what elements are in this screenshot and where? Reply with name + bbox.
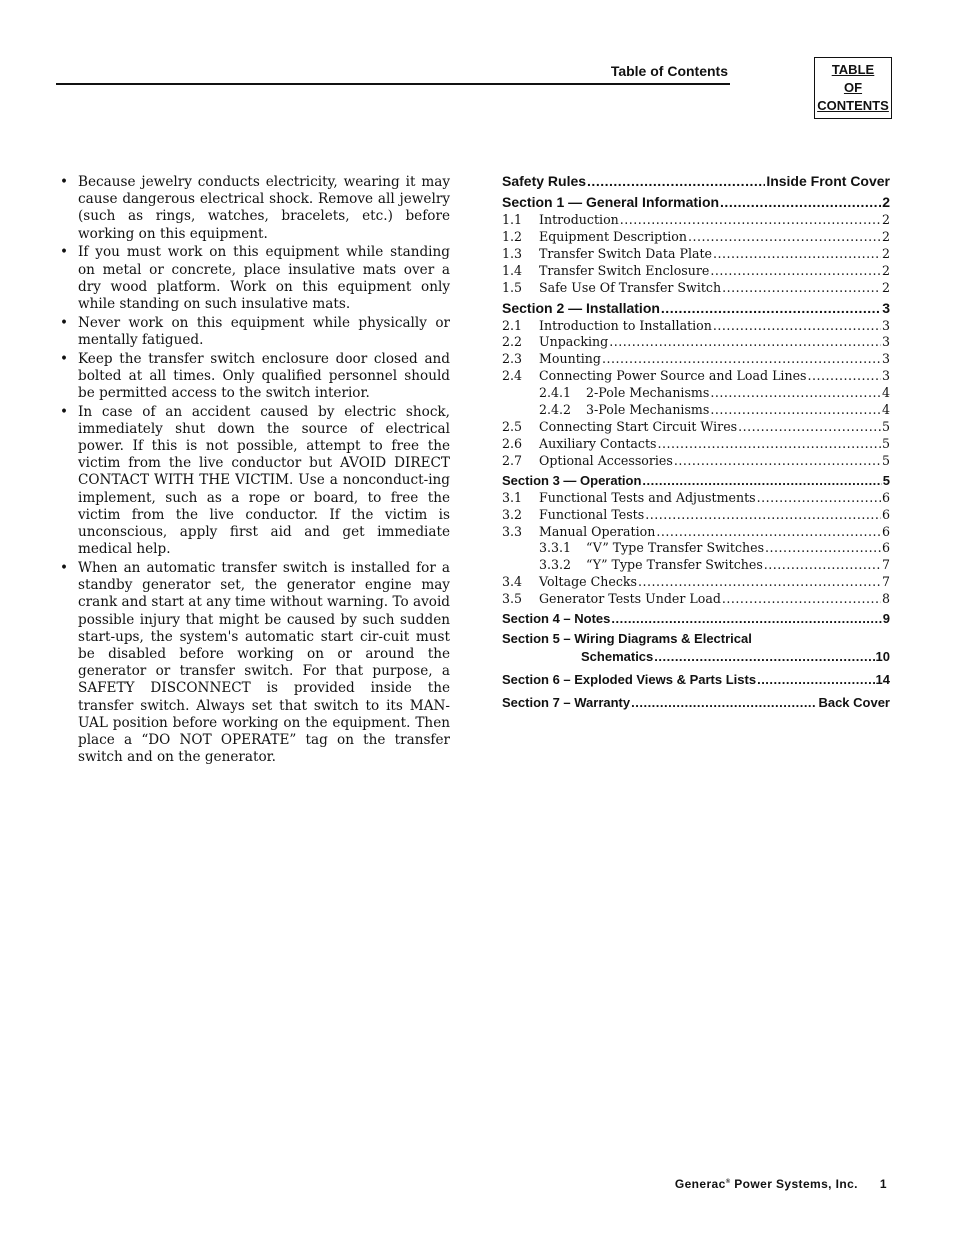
toc-number: 1.3 [502,245,523,261]
toc-number: 3.1 [502,489,523,505]
toc-label: Equipment Description [539,228,687,244]
toc-page: 3 [881,351,890,367]
toc-label: Functional Tests [539,506,645,522]
toc-entry[interactable] [502,351,890,368]
toc-entry[interactable] [502,280,890,297]
toc-number: 2.4.1 [539,385,572,401]
toc-entry[interactable] [502,402,890,419]
toc-leader [609,334,881,351]
toc-page: 2 [881,262,890,278]
toc-page: 2 [881,228,890,244]
toc-leader [631,694,817,712]
toc-page: 5 [881,452,890,468]
toc-entry[interactable] [502,263,890,280]
toc-number: 1.5 [502,279,523,295]
footer-company: Generac [674,1177,726,1191]
toc-leader [764,557,881,574]
toc-page: 4 [881,402,890,418]
toc-page: 2 [881,279,890,295]
safety-rules-list [58,174,450,768]
toc-entry-section-1[interactable] [502,193,890,212]
toc-number: 3.3 [502,523,523,539]
toc-page: 2 [881,245,890,261]
toc-entry[interactable] [502,524,890,541]
toc-leader [710,263,881,280]
toc-entry[interactable] [502,419,890,436]
toc-number: 3.3.1 [539,540,572,556]
toc-entry[interactable] [502,212,890,229]
toc-page: 14 [875,672,890,688]
toc-label: “V” Type Transfer Switches [586,540,765,556]
toc-entry-section-6[interactable] [502,671,890,689]
safety-bullet: • In case of an accident caused by electric shock, immediately shut down the source of electrical power. If this is not possible, attempt to free the victim from the live conductor but AVOID DIRECT CONTACT WITH THE VICTIM. Use a nonconduct-ing implement, such as a rope or board, to free the victim from the live conductor. If the victim is unconscious, apply first aid and get immediate medical help. [58,404,450,559]
toc-leader [654,648,874,666]
toc-number: 2.3 [502,351,523,367]
toc-page: 5 [881,418,890,434]
footer-company-rest: Power Systems, Inc. [730,1177,858,1191]
toc-leader [688,229,881,246]
toc-leader [720,193,881,212]
toc-number: 2.7 [502,452,523,468]
toc-number: 2.6 [502,435,523,451]
toc-number: 3.2 [502,506,523,522]
toc-leader [602,351,881,368]
toc-label: Section 2 — Installation [502,299,660,316]
toc-leader [713,318,881,335]
safety-bullet: • When an automatic transfer switch is installed for a standby generator set, the generator engine may crank and start at any time without warning. To avoid possible injury that might be caused by such sudden start-ups, the system's automatic start cir-cuit must be disabled before working on or around the generator or transfer switch. For that purpose, a SAFETY DISCONNECT is provided inside the transfer switch. Always set that switch to its MAN-UAL position before working on the equipment. Then place a “DO NOT OPERATE” tag on the transfer switch and on the generator. [58,560,450,766]
page-number: 1 [879,1177,887,1191]
toc-tab [814,57,892,119]
toc-entry[interactable] [502,385,890,402]
toc-leader [722,591,881,608]
toc-page: 3 [881,368,890,384]
table-of-contents [502,172,890,712]
toc-entry[interactable] [502,540,890,557]
toc-page: 3 [881,317,890,333]
toc-leader [710,385,881,402]
toc-label: “Y” Type Transfer Switches [586,557,763,573]
toc-number: 2.1 [502,317,523,333]
toc-tab-line: CONTENTS [817,98,889,113]
toc-label: Connecting Start Circuit Wires [539,418,738,434]
toc-label: Section 3 — Operation [502,472,642,488]
safety-bullet: • If you must work on this equipment while standing on metal or concrete, place insulative mats over a dry wood platform. Work on this equipment only while standing on such insulative mats. [58,244,450,313]
toc-page: 6 [881,540,890,556]
toc-page: Back Cover [818,695,890,711]
toc-page: 4 [881,385,890,401]
toc-label: Transfer Switch Data Plate [539,245,713,261]
toc-entry-section-4[interactable] [502,610,890,628]
toc-leader [713,246,881,263]
toc-entry[interactable] [502,574,890,591]
toc-label: Transfer Switch Enclosure [539,262,710,278]
toc-page: 3 [881,334,890,350]
toc-label: Mounting [539,351,601,367]
toc-page: 6 [881,506,890,522]
toc-label: 3-Pole Mechanisms [586,402,710,418]
page-footer [560,1177,887,1191]
safety-bullet: • Keep the transfer switch enclosure door closed and bolted at all times. Only qualified personnel should be permitted access to the switch interior. [58,351,450,403]
toc-label: Voltage Checks [539,574,637,590]
toc-leader [658,436,881,453]
toc-leader [722,280,881,297]
toc-label: Section 7 – Warranty [502,695,631,711]
toc-entry[interactable] [502,368,890,385]
toc-entry-section-7[interactable] [502,694,890,712]
toc-entry[interactable] [502,334,890,351]
toc-number: 2.4 [502,368,523,384]
toc-entry[interactable] [502,557,890,574]
toc-entry[interactable] [502,490,890,507]
toc-number: 1.4 [502,262,523,278]
toc-page: 5 [882,472,890,488]
toc-entry-section-5-cont[interactable] [502,648,890,666]
toc-page: 7 [881,557,890,573]
toc-label: Connecting Power Source and Load Lines [539,368,807,384]
toc-leader [807,368,881,385]
toc-label: Manual Operation [539,523,656,539]
toc-number: 3.4 [502,574,523,590]
toc-page: 9 [882,611,890,627]
toc-label: Functional Tests and Adjustments [539,489,756,505]
toc-label: Generator Tests Under Load [539,591,721,607]
toc-tab-line: OF [843,80,863,95]
toc-page: 6 [881,489,890,505]
toc-leader [638,574,881,591]
toc-page: 7 [881,574,890,590]
toc-leader [587,172,765,191]
toc-leader [611,610,881,628]
toc-leader [642,472,881,490]
toc-page: 2 [882,194,890,210]
toc-entry[interactable] [502,453,890,470]
toc-entry[interactable] [502,436,890,453]
toc-leader [765,540,881,557]
header-rule [56,83,730,85]
toc-label: Section 4 – Notes [502,611,611,627]
registered-mark: ® [725,1179,731,1185]
toc-number: 1.1 [502,212,523,227]
toc-label: Safe Use Of Transfer Switch [539,279,722,295]
toc-entry-section-5[interactable] [502,630,890,648]
toc-label: Unpacking [539,334,609,350]
toc-page: 6 [881,523,890,539]
toc-entry[interactable] [502,246,890,263]
toc-leader [757,490,881,507]
toc-label: Section 6 – Exploded Views & Parts Lists [502,672,757,688]
toc-tab-line: TABLE [831,62,875,77]
toc-number: 2.2 [502,334,523,350]
toc-entry-section-3[interactable] [502,472,890,490]
toc-page: 5 [881,435,890,451]
toc-page: 2 [881,212,890,227]
toc-label: Schematics [581,649,654,665]
toc-label: Safety Rules [502,173,587,189]
toc-label: 2-Pole Mechanisms [586,385,710,401]
toc-number: 2.5 [502,418,523,434]
toc-page: 8 [881,591,890,607]
toc-leader [757,671,874,689]
toc-label: Optional Accessories [539,452,673,468]
running-header-title: Table of Contents [610,63,728,79]
toc-page: Inside Front Cover [766,173,890,189]
safety-bullet: • Because jewelry conducts electricity, wearing it may cause dangerous electrical shock. Remove all jewelry (such as rings, watches, bracelets, etc.) before working on this equipment. [58,174,450,243]
toc-entry-section-2[interactable] [502,299,890,318]
toc-leader [674,453,881,470]
toc-entry[interactable] [502,229,890,246]
toc-page: 10 [875,649,890,665]
safety-bullet: • Never work on this equipment while physically or mentally fatigued. [58,315,450,349]
toc-leader [645,507,881,524]
toc-entry[interactable] [502,507,890,524]
toc-leader [656,524,881,541]
toc-entry-safety-rules[interactable] [502,172,890,191]
toc-entry[interactable] [502,591,890,608]
toc-label: Introduction [539,212,619,227]
toc-leader [738,419,881,436]
toc-leader [710,402,881,419]
toc-leader [661,299,881,318]
toc-leader [620,212,881,229]
toc-label: Auxiliary Contacts [539,435,657,451]
toc-label: Introduction to Installation [539,317,712,333]
toc-number: 1.2 [502,228,523,244]
toc-page: 3 [882,299,890,316]
toc-label: Section 5 – Wiring Diagrams & Electrical [502,631,752,647]
toc-number: 3.5 [502,591,523,607]
toc-number: 2.4.2 [539,402,572,418]
toc-entry[interactable] [502,318,890,335]
toc-label: Section 1 — General Information [502,194,720,210]
toc-number: 3.3.2 [539,557,572,573]
